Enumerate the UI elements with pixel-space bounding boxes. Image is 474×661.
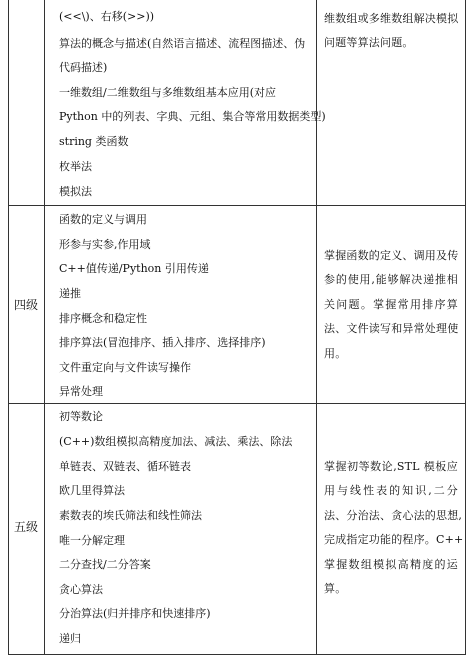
content-item: 递推	[59, 287, 81, 300]
content-item: C++值传递/Python 引用传递	[59, 262, 209, 275]
content-item: 素数表的埃氏筛法和线性筛法	[59, 509, 202, 522]
content-item: 唯一分解定理	[59, 534, 125, 547]
objective-line: 法、文件读写和异常处理使	[324, 322, 459, 335]
content-item: 算法的概念与描述(自然语言描述、流程图描述、伪	[59, 37, 306, 50]
objective-line: 法、分治法、贪心法的思想,	[324, 509, 463, 522]
objective-line: 用。	[324, 347, 347, 360]
objective-line: 关问题。掌握常用排序算	[324, 298, 458, 311]
content-item: 排序概念和稳定性	[59, 312, 147, 325]
content-item: 递归	[59, 632, 81, 645]
level-label-4: 四级	[13, 298, 38, 312]
content-item: (<<\)、右移(>>))	[59, 10, 155, 23]
objective-line: 问题等算法问题。	[324, 36, 414, 49]
content-item: string 类函数	[59, 135, 129, 148]
content-item: 异常处理	[59, 385, 103, 398]
content-item: (C++)数组模拟高精度加法、减法、乘法、除法	[59, 435, 293, 448]
row-divider-2	[8, 403, 466, 404]
level-label-5: 五级	[13, 520, 38, 534]
objective-line: 掌握数组模拟高精度的运	[324, 558, 458, 571]
table-border-left	[8, 0, 9, 655]
content-item: 排序算法(冒泡排序、插入排序、选择排序)	[59, 336, 266, 349]
content-item: 形参与实参,作用域	[59, 238, 151, 251]
content-item: 模拟法	[59, 185, 92, 198]
content-item: 一维数组/二维数组与多维数组基本应用(对应	[59, 86, 276, 99]
objective-line: 掌握初等数论,STL 模板应	[324, 460, 458, 473]
objective-line: 掌握函数的定义、调用及传	[324, 249, 459, 262]
content-item: Python 中的列表、字典、元组、集合等常用数据类型)	[59, 110, 326, 123]
row-divider-1	[8, 205, 466, 206]
objective-line: 用与线性表的知识,二分	[324, 484, 458, 497]
content-item: 初等数论	[59, 410, 103, 423]
objective-line: 算。	[324, 582, 347, 595]
table-divider-objective	[316, 0, 317, 655]
content-item: 函数的定义与调用	[59, 213, 147, 226]
content-item: 二分查找/二分答案	[59, 558, 151, 571]
objective-line: 完成指定功能的程序。C++	[324, 533, 464, 546]
table-border-right	[465, 0, 466, 655]
content-item: 欧几里得算法	[59, 484, 125, 497]
content-item: 代码描述)	[59, 61, 108, 74]
content-item: 贪心算法	[59, 583, 103, 596]
objective-line: 维数组或多维数组解决模拟	[324, 12, 459, 25]
content-item: 文件重定向与文件读写操作	[59, 361, 191, 374]
table-divider-level	[44, 0, 45, 655]
table-border-bottom	[8, 654, 466, 655]
content-item: 枚举法	[59, 160, 92, 173]
content-item: 分治算法(归并排序和快速排序)	[59, 607, 211, 620]
objective-line: 参的使用,能够解决递推相	[324, 273, 458, 286]
content-item: 单链表、双链表、循环链表	[59, 460, 191, 473]
